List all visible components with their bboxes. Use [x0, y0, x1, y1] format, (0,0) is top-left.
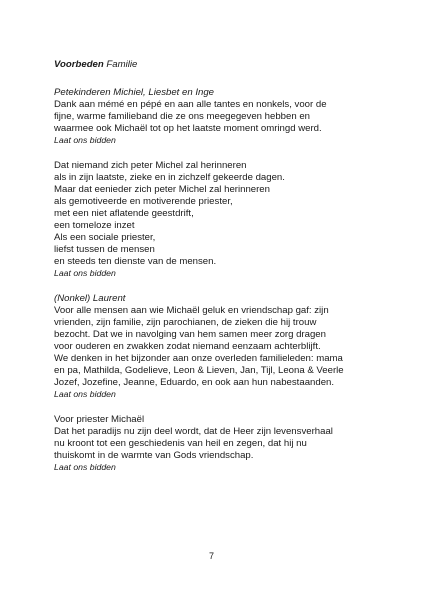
intention-line: thuiskomt in de warmte van Gods vriendschap.: [54, 450, 254, 461]
response-line: Laat ons bidden: [54, 389, 116, 399]
intention-line: een tomeloze inzet: [54, 220, 135, 231]
intention-3: [54, 293, 394, 400]
response-line: Laat ons bidden: [54, 135, 116, 145]
intention-heading: (Nonkel) Laurent: [54, 293, 126, 304]
intention-line: Dat niemand zich peter Michel zal herinneren: [54, 160, 247, 171]
page-number: 7: [208, 551, 214, 561]
intention-line: Voor alle mensen aan wie Michaël geluk en vriendschap gaf: zijn: [54, 305, 329, 316]
intention-line: als in zijn laatste, zieke en in zichzelf gekeerde dagen.: [54, 172, 285, 183]
intention-4: [54, 414, 394, 473]
intention-line: voor ouderen en zwakken zodat niemand eenzaam achterblijft.: [54, 341, 321, 352]
response-line: Laat ons bidden: [54, 462, 116, 472]
intention-line: en pa, Mathilda, Godelieve, Leon & Lieven, Jan, Tijl, Leona & Veerle: [54, 365, 344, 376]
intention-line: Jozef, Jozefine, Jeanne, Eduardo, en ook aan hun nabestaanden.: [54, 377, 335, 388]
document-page: [54, 59, 394, 487]
intention-line: nu kroont tot een geschiedenis van heil en zegen, dat hij nu: [54, 438, 307, 449]
intention-line: Als een sociale priester,: [54, 232, 156, 243]
document-title: [54, 59, 394, 71]
title-rest: Familie: [103, 59, 138, 70]
intention-line: vrienden, zijn familie, zijn parochianen, de zieken die hij trouw: [54, 317, 317, 328]
intention-line: als gemotiveerde en motiverende priester,: [54, 196, 233, 207]
intention-line: Voor priester Michaël: [54, 414, 145, 425]
intention-line: fijne, warme familieband die ze ons meegegeven hebben en: [54, 111, 311, 122]
intention-2: [54, 160, 394, 279]
intention-line: liefst tussen de mensen: [54, 244, 155, 255]
intention-line: waarmee ook Michaël tot op het laatste moment omringd werd.: [54, 123, 322, 134]
intention-line: Dat het paradijs nu zijn deel wordt, dat de Heer zijn levensverhaal: [54, 426, 333, 437]
intention-line: Maar dat eenieder zich peter Michel zal herinneren: [54, 184, 270, 195]
response-line: Laat ons bidden: [54, 268, 116, 278]
intention-heading: Petekinderen Michiel, Liesbet en Inge: [54, 87, 214, 98]
intention-line: bezocht. Dat we in navolging van hem samen meer zorg dragen: [54, 329, 326, 340]
intention-1: [54, 87, 394, 146]
intention-line: We denken in het bijzonder aan onze overleden familieleden: mama: [54, 353, 343, 364]
intention-line: en steeds ten dienste van de mensen.: [54, 256, 217, 267]
intention-line: Dank aan mémé en pépé en aan alle tantes en nonkels, voor de: [54, 99, 327, 110]
intention-line: met een niet aflatende geestdrift,: [54, 208, 194, 219]
title-bold: Voorbeden: [54, 59, 104, 70]
